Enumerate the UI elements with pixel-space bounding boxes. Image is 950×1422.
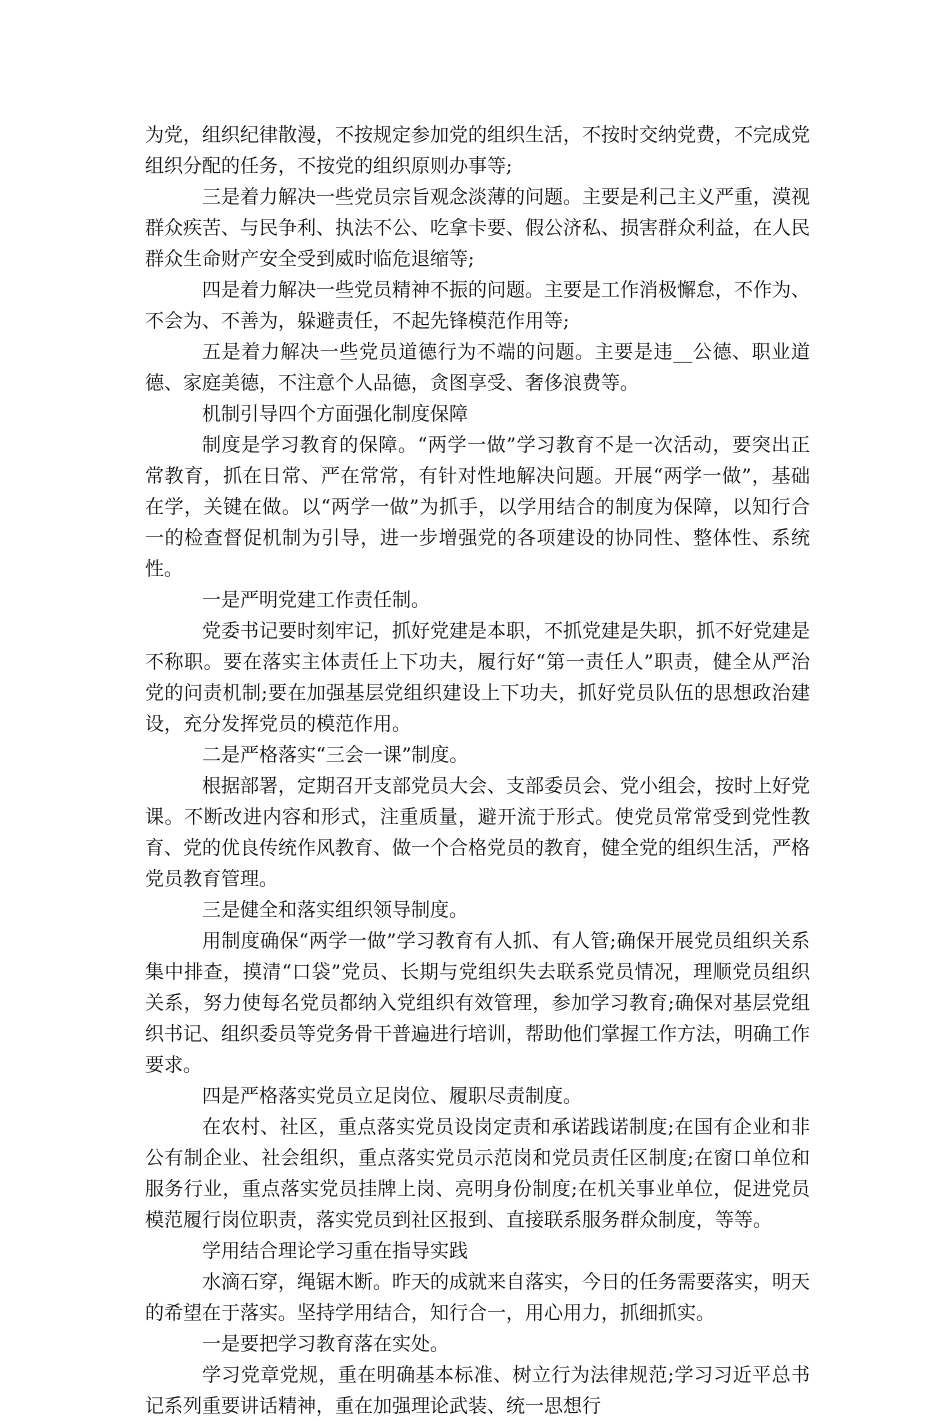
paragraph: 根据部署，定期召开支部党员大会、支部委员会、党小组会，按时上好党课。不断改进内容和形式，注重质量，避开流于形式。使党员常常受到党性教育、党的优良传统作风教育、做一个合格党员的教育，健全党的组织生活，严格党员教育管理。 [145,775,811,890]
paragraph: 党委书记要时刻牢记，抓好党建是本职，不抓党建是失职，抓不好党建是不称职。要在落实主体责任上下功夫，履行好“第一责任人”职责，健全从严治党的问责机制;要在加强基层党组织建设上下功夫，抓好党员队伍的思想政治建设，充分发挥党员的模范作用。 [145,620,811,735]
section-heading: 机制引导四个方面强化制度保障 [202,403,469,425]
subsection-heading: 四是严格落实党员立足岗位、履职尽责制度。 [202,1085,583,1107]
paragraph: 制度是学习教育的保障。“两学一做”学习教育不是一次活动，要突出正常教育，抓在日常、严在常常，有针对性地解决问题。开展“两学一做”，基础在学，关键在做。以“两学一做”为抓手，以学用结合的制度为保障，以知行合一的检查督促机制为引导，进一步增强党的各项建设的协同性、整体性、系统性。 [145,434,810,580]
paragraph: 用制度确保“两学一做”学习教育有人抓、有人管;确保开展党员组织关系集中排查，摸清“口袋”党员、长期与党组织失去联系党员情况，理顺党员组织关系，努力使每名党员都纳入党组织有效管理，参加学习教育;确保对基层党组织书记、组织委员等党务骨干普遍进行培训，帮助他们掌握工作方法，明确工作要求。 [145,930,811,1076]
paragraph: 五是着力解决一些党员道德行为不端的问题。主要是违__公德、职业道德、家庭美德，不注意个人品德，贪图享受、奢侈浪费等。 [145,341,810,394]
subsection-heading: 三是健全和落实组织领导制度。 [202,899,469,921]
paragraph: 在农村、社区，重点落实党员设岗定责和承诺践诺制度;在国有企业和非公有制企业、社会组织，重点落实党员示范岗和党员责任区制度;在窗口单位和服务行业，重点落实党员挂牌上岗、亮明身份制度;在机关事业单位，促进党员模范履行岗位职责，落实党员到社区报到、直接联系服务群众制度，等等。 [145,1116,810,1231]
subsection-heading: 一是要把学习教育落在实处。 [202,1333,450,1355]
paragraph: 四是着力解决一些党员精神不振的问题。主要是工作消极懈怠，不作为、不会为、不善为，躲避责任，不起先锋模范作用等; [145,279,811,332]
subsection-heading: 二是严格落实“三会一课”制度。 [202,744,469,766]
paragraph: 三是着力解决一些党员宗旨观念淡薄的问题。主要是利己主义严重，漠视群众疾苦、与民争利、执法不公、吃拿卡要、假公济私、损害群众利益，在人民群众生命财产安全受到威时临危退缩等; [145,186,811,270]
paragraph: 水滴石穿，绳锯木断。昨天的成就来自落实，今日的任务需要落实，明天的希望在于落实。坚持学用结合，知行合一，用心用力，抓细抓实。 [145,1271,811,1324]
paragraph: 为党，组织纪律散漫，不按规定参加党的组织生活，不按时交纳党费，不完成党组织分配的任务，不按党的组织原则办事等; [145,124,811,177]
subsection-heading: 一是严明党建工作责任制。 [202,589,431,611]
section-heading: 学用结合理论学习重在指导实践 [202,1240,469,1262]
paragraph: 学习党章党规，重在明确基本标准、树立行为法律规范;学习习近平总书记系列重要讲话精神，重在加强理论武装、统一思想行 [145,1364,810,1417]
document-page [145,120,810,1422]
